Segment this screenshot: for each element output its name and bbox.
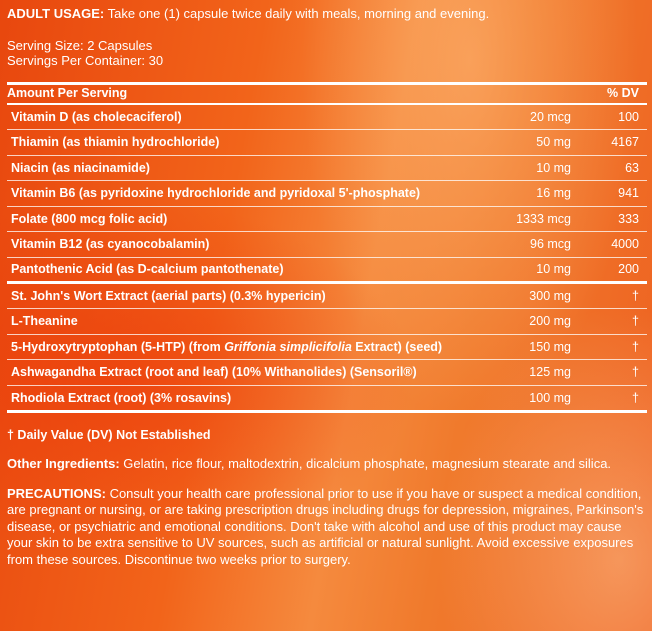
table-row	[7, 181, 647, 207]
supplement-label	[7, 6, 647, 568]
ingredient-name-italic: Griffonia simplicifolia	[224, 339, 352, 354]
table-row	[7, 360, 647, 386]
ingredient-dv: †	[632, 390, 639, 405]
precautions-label: PRECAUTIONS:	[7, 485, 106, 501]
table-row	[7, 386, 647, 414]
header-amount-per-serving: Amount Per Serving	[7, 85, 128, 100]
nutrient-dv: 941	[618, 186, 639, 201]
table-row	[7, 258, 647, 284]
ingredient-amount: 150 mg	[529, 339, 571, 354]
nutrient-name: Vitamin B6 (as pyridoxine hydrochloride and pyridoxal 5'-phosphate)	[11, 186, 421, 201]
nutrient-dv: 200	[618, 262, 639, 276]
nutrient-amount: 1333 mcg	[516, 211, 571, 226]
dv-footnote: † Daily Value (DV) Not Established	[7, 428, 211, 442]
ingredient-name: Rhodiola Extract (root) (3% rosavins)	[11, 390, 232, 405]
nutrient-name: Pantothenic Acid (as D-calcium pantothenate)	[11, 262, 284, 276]
nutrient-dv: 4000	[611, 237, 639, 252]
serving-info	[7, 38, 647, 69]
ingredient-dv: †	[632, 339, 639, 354]
nutrient-amount: 16 mg	[536, 186, 571, 201]
ingredient-amount: 200 mg	[529, 314, 571, 329]
table-row	[7, 232, 647, 258]
ingredient-name: L-Theanine	[11, 314, 78, 329]
table-row	[7, 335, 647, 361]
nutrient-amount: 10 mg	[536, 262, 571, 276]
adult-usage	[7, 6, 647, 23]
table-row	[7, 156, 647, 182]
header-dv: % DV	[607, 85, 639, 100]
table-row	[7, 309, 647, 335]
nutrient-name: Thiamin (as thiamin hydrochloride)	[11, 135, 220, 150]
ingredient-name: Ashwagandha Extract (root and leaf) (10% Withanolides) (Sensoril®)	[11, 365, 417, 380]
table-row	[7, 130, 647, 156]
ingredient-name-pre: 5-Hydroxytryptophan (5-HTP) (from	[11, 339, 225, 354]
supplement-facts-table	[7, 82, 647, 414]
nutrient-amount: 50 mg	[536, 135, 571, 150]
nutrient-name: Vitamin D (as cholecaciferol)	[11, 109, 182, 124]
other-ingredients	[7, 456, 647, 472]
table-header	[7, 85, 647, 105]
nutrient-amount: 20 mcg	[530, 109, 571, 124]
nutrient-dv: 333	[618, 211, 639, 226]
nutrient-dv: 63	[625, 160, 639, 175]
ingredient-dv: †	[632, 365, 639, 380]
other-ingredients-text: Gelatin, rice flour, maltodextrin, dicalcium phosphate, magnesium stearate and silica.	[119, 455, 612, 471]
adult-usage-text: Take one (1) capsule twice daily with meals, morning and evening.	[104, 6, 490, 21]
ingredient-dv: †	[632, 288, 639, 303]
adult-usage-label: ADULT USAGE:	[7, 6, 105, 21]
precautions	[7, 486, 647, 569]
table-row	[7, 207, 647, 233]
nutrient-name: Niacin (as niacinamide)	[11, 160, 150, 175]
ingredient-amount: 125 mg	[529, 365, 571, 380]
ingredient-amount: 100 mg	[529, 390, 571, 405]
other-ingredients-label: Other Ingredients:	[7, 455, 120, 471]
serving-size: Serving Size: 2 Capsules	[7, 37, 153, 53]
precautions-text: Consult your health care professional prior to use if you have or suspect a medical condition, are pregnant or nursing, or are taking prescription drugs including drugs for depression, migraines, Parkinson's disease, or psychiatric and emotional conditions. Don't take with alcohol and use of this product may cause your skin to be extra sensitive to UV sources, such as artificial or natural sunlight. Avoid excessive exposures from these sources. Discontinue two weeks prior to surgery.	[7, 485, 644, 567]
table-row	[7, 105, 647, 131]
table-row	[7, 284, 647, 310]
ingredient-dv: †	[632, 314, 639, 329]
ingredient-name	[7, 340, 461, 354]
nutrient-amount: 96 mcg	[530, 237, 571, 252]
nutrient-dv: 100	[618, 109, 639, 124]
nutrient-amount: 10 mg	[536, 160, 571, 175]
servings-per-container: Servings Per Container: 30	[7, 53, 164, 68]
ingredient-amount: 300 mg	[529, 288, 571, 303]
nutrient-name: Vitamin B12 (as cyanocobalamin)	[11, 237, 210, 252]
nutrient-dv: 4167	[611, 135, 639, 150]
ingredient-name: St. John's Wort Extract (aerial parts) (0.3% hypericin)	[11, 288, 326, 303]
ingredient-name-post: Extract) (seed)	[351, 339, 443, 354]
nutrient-name: Folate (800 mcg folic acid)	[11, 211, 168, 226]
